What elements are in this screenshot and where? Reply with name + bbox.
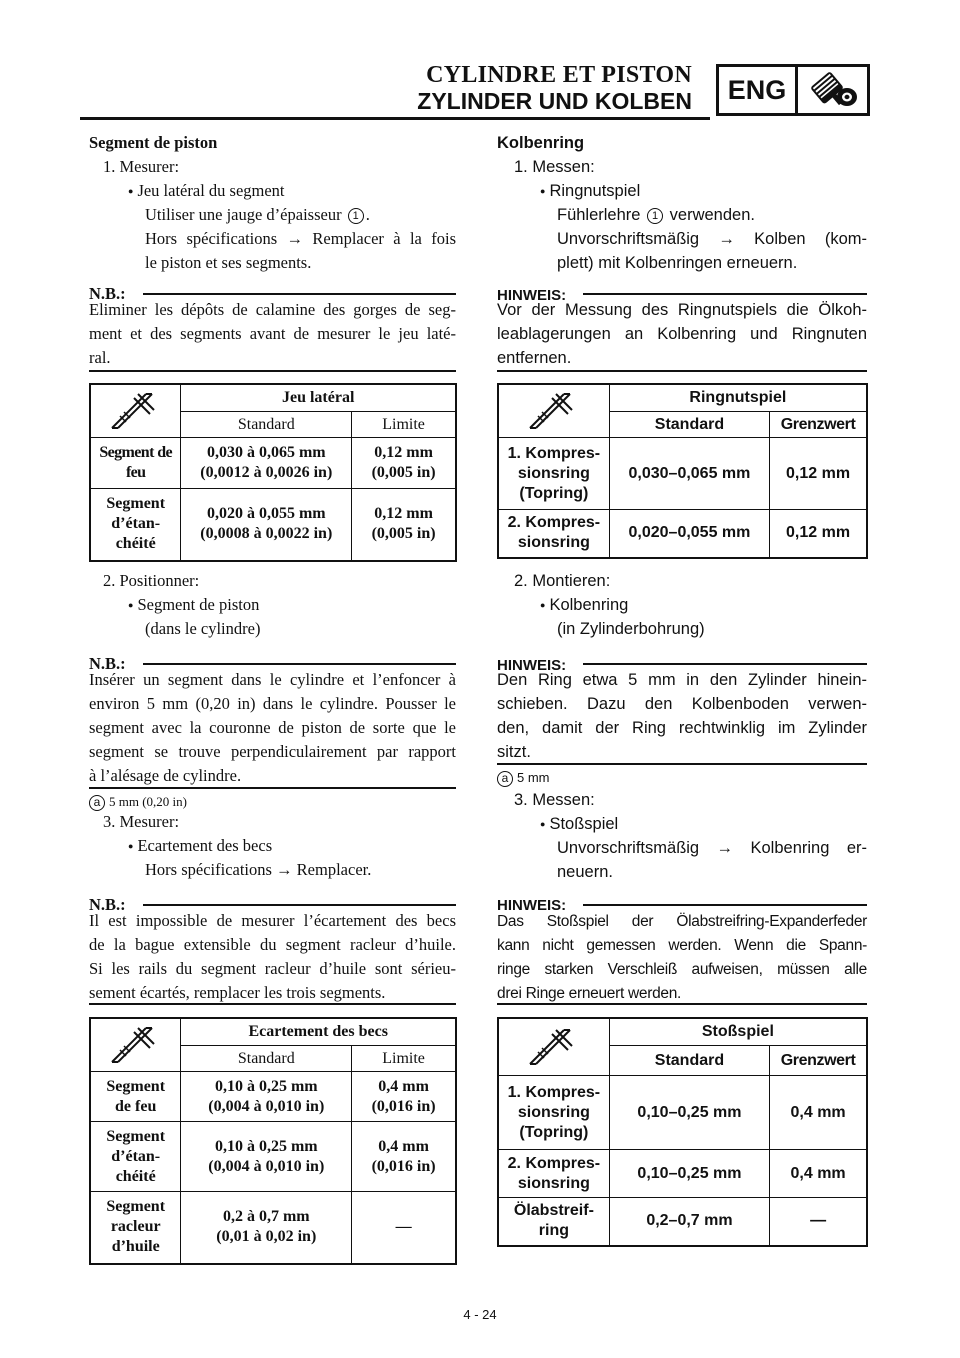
table-row: 2. Kompres- sionsring 0,10–0,25 mm 0,4 mm [498, 1150, 867, 1198]
fr-note2-rule-bottom [89, 787, 456, 789]
de-step3-line2: neuern. [557, 863, 613, 881]
callout-a-icon: a [89, 795, 105, 811]
de-note1-label: HINWEIS: [497, 287, 567, 304]
de-note2-rule-bottom [497, 763, 867, 765]
de-step3: 3. Messen: [514, 791, 595, 809]
fr-note3-line: sement écartés, remplacer les trois segments. [89, 983, 386, 1002]
fr-note3-line: Il est impossible de mesurer l’écartement des becs [89, 911, 456, 930]
de-table2-title: Stoßspiel [609, 1018, 867, 1046]
fr-step3-line: Hors spécifications → Remplacer. [145, 860, 372, 879]
de-step1-line2: Unvorschriftsmäßig → Kolben (kom- [557, 230, 867, 248]
de-ring-groove-table [497, 383, 868, 559]
fr-step1-line2: Hors spécifications → Remplacer à la fois [145, 229, 456, 248]
de-step1-line1: Fühlerlehre 1 verwenden. [557, 206, 755, 224]
de-end-gap-table [497, 1017, 868, 1247]
fr-end-gap-table [89, 1017, 457, 1265]
de-note1-line: entfernen. [497, 349, 572, 367]
fr-table1-col-standard: Standard [181, 412, 352, 438]
fr-note1-line: ral. [89, 348, 111, 367]
de-table1-col-standard: Standard [609, 412, 769, 438]
fr-note1-label: N.B.: [89, 284, 126, 303]
de-note1-line: Vor der Messung des Ringnutspiels die Ölkoh- [497, 301, 867, 319]
fr-note2-label: N.B.: [89, 654, 126, 673]
de-step1-item: ● Ringnutspiel [540, 179, 640, 205]
de-step3-item: ● Stoßspiel [540, 812, 618, 838]
feeler-gauge-icon [498, 384, 609, 438]
fr-note2-line: Insérer un segment dans le cylindre et l’enfoncer à [89, 670, 456, 689]
fr-note1-line: ment et des segments avant de mesurer le jeu laté- [89, 324, 456, 343]
fr-side-clearance-table [89, 383, 457, 562]
fr-table2-col-standard: Standard [181, 1046, 352, 1072]
de-note2-line: Den Ring etwa 5 mm in den Zylinder hinein- [497, 671, 867, 689]
de-step2: 2. Montieren: [514, 572, 611, 590]
de-note2-line: schieben. Dazu den Kolbenboden verwen- [497, 695, 867, 713]
fr-note1-line: Eliminer les dépôts de calamine des gorges de seg- [89, 300, 456, 319]
table-row: Segment d’étan- chéité 0,020 à 0,055 mm (0,0008 à 0,0022 in) 0,12 mm (0,005 in) [90, 489, 456, 561]
eng-badge [716, 64, 870, 116]
fr-step1-line3: le piston et ses segments. [145, 253, 312, 272]
de-table1-col-limit: Grenzwert [770, 412, 867, 438]
de-note3-line: drei Ringe erneuert werden. [497, 985, 682, 1002]
de-table1-title: Ringnutspiel [609, 384, 867, 412]
fr-step2-sub: (dans le cylindre) [145, 619, 261, 638]
fr-callout-a: a 5 mm (0,20 in) [89, 790, 187, 814]
fr-section-title: Segment de piston [89, 133, 218, 152]
fr-note2-line: segment se trouve perpendiculairement par rapport [89, 742, 456, 761]
de-note3-line: Das Stoßspiel der Ölabstreifring-Expanderfeder [497, 913, 867, 930]
de-table2-col-limit: Grenzwert [770, 1046, 867, 1076]
fr-note1-rule-bottom [89, 370, 456, 372]
feeler-gauge-icon [498, 1018, 609, 1076]
page-number: 4 - 24 [463, 1307, 497, 1322]
de-note2-label: HINWEIS: [497, 657, 567, 674]
fr-table2-title: Ecartement des becs [181, 1018, 456, 1046]
table-row: 1. Kompres- sionsring (Topring) 0,10–0,25 mm 0,4 mm [498, 1076, 867, 1150]
de-step1: 1. Messen: [514, 158, 595, 176]
de-note1-rule-top [583, 293, 867, 295]
header-title-de: ZYLINDER UND KOLBEN [417, 88, 692, 114]
fr-step2-item: ● Segment de piston [128, 593, 259, 619]
fr-note3-rule-bottom [89, 1003, 456, 1005]
de-note2-line: den, damit der Ring rechtwinklig im Zylinder [497, 719, 867, 737]
eng-badge-label: ENG [719, 67, 798, 113]
fr-note3-label: N.B.: [89, 895, 126, 914]
fr-table1-col-limit: Limite [352, 412, 456, 438]
de-note3-rule-top [583, 904, 867, 906]
de-table2-col-standard: Standard [609, 1046, 769, 1076]
de-step1-line3: plett) mit Kolbenringen erneuern. [557, 254, 798, 272]
fr-note2-line: segment avec la couronne de piston de sorte que le [89, 718, 456, 737]
callout-1-icon: 1 [348, 208, 364, 224]
callout-1-icon: 1 [647, 208, 663, 224]
engine-piston-icon [797, 69, 865, 111]
feeler-gauge-icon [90, 1018, 181, 1072]
header-rule [80, 117, 710, 120]
fr-step2: 2. Positionner: [103, 571, 200, 590]
fr-step1: 1. Mesurer: [103, 157, 180, 176]
callout-a-icon: a [497, 771, 513, 787]
feeler-gauge-icon [90, 384, 181, 438]
fr-step3: 3. Mesurer: [103, 812, 180, 831]
fr-step1-line1: Utiliser une jauge d’épaisseur 1 . [145, 205, 370, 224]
de-note1-rule-bottom [497, 370, 867, 372]
fr-table2-col-limit: Limite [352, 1046, 456, 1072]
table-row: 1. Kompres- sionsring (Topring) 0,030–0,065 mm 0,12 mm [498, 438, 867, 510]
de-step3-line1: Unvorschriftsmäßig → Kolbenring er- [557, 839, 867, 857]
de-note1-line: leablagerungen an Kolbenring und Ringnuten [497, 325, 867, 343]
fr-note2-line: environ 5 mm (0,20 in) dans le cylindre. Pousser le [89, 694, 456, 713]
de-section-title: Kolbenring [497, 134, 585, 152]
fr-note3-line: de la bague extensible du segment racleur d’huile. [89, 935, 456, 954]
table-row: Ölabstreif- ring 0,2–0,7 mm — [498, 1198, 867, 1246]
table-row: Segment d’étan- chéité 0,10 à 0,25 mm (0,004 à 0,010 in) 0,4 mm (0,016 in) [90, 1122, 456, 1192]
de-note3-rule-bottom [497, 1003, 867, 1005]
de-note3-label: HINWEIS: [497, 897, 567, 914]
de-callout-a: a 5 mm [497, 766, 550, 790]
table-row: 2. Kompres- sionsring 0,020–0,055 mm 0,12 mm [498, 510, 867, 558]
fr-note1-rule-top [143, 293, 456, 295]
table-row: Segment de feu 0,10 à 0,25 mm (0,004 à 0,010 in) 0,4 mm (0,016 in) [90, 1072, 456, 1122]
fr-note3-line: Si les rails du segment racleur d’huile sont sérieu- [89, 959, 456, 978]
fr-note2-rule-top [143, 663, 456, 665]
fr-note3-rule-top [143, 904, 456, 906]
fr-table1-title: Jeu latéral [181, 384, 456, 412]
fr-step3-item: ● Ecartement des becs [128, 834, 272, 860]
table-row: Segment racleur d’huile 0,2 à 0,7 mm (0,01 à 0,02 in) — [90, 1192, 456, 1264]
table-row: Segment de feu 0,030 à 0,065 mm (0,0012 à 0,0026 in) 0,12 mm (0,005 in) [90, 438, 456, 489]
fr-step1-item: ● Jeu latéral du segment [128, 179, 285, 205]
header-title-fr: CYLINDRE ET PISTON [426, 62, 692, 88]
de-note3-line: ringe starken Verschleiß aufweisen, müssen alle [497, 961, 867, 978]
de-note2-line: sitzt. [497, 743, 531, 761]
de-step2-sub: (in Zylinderbohrung) [557, 620, 705, 638]
de-note2-rule-top [583, 663, 867, 665]
fr-note2-line: à l’alésage de cylindre. [89, 766, 242, 785]
de-note3-line: kann nicht gemessen werden. Wenn die Spann- [497, 937, 867, 954]
de-step2-item: ● Kolbenring [540, 593, 628, 619]
